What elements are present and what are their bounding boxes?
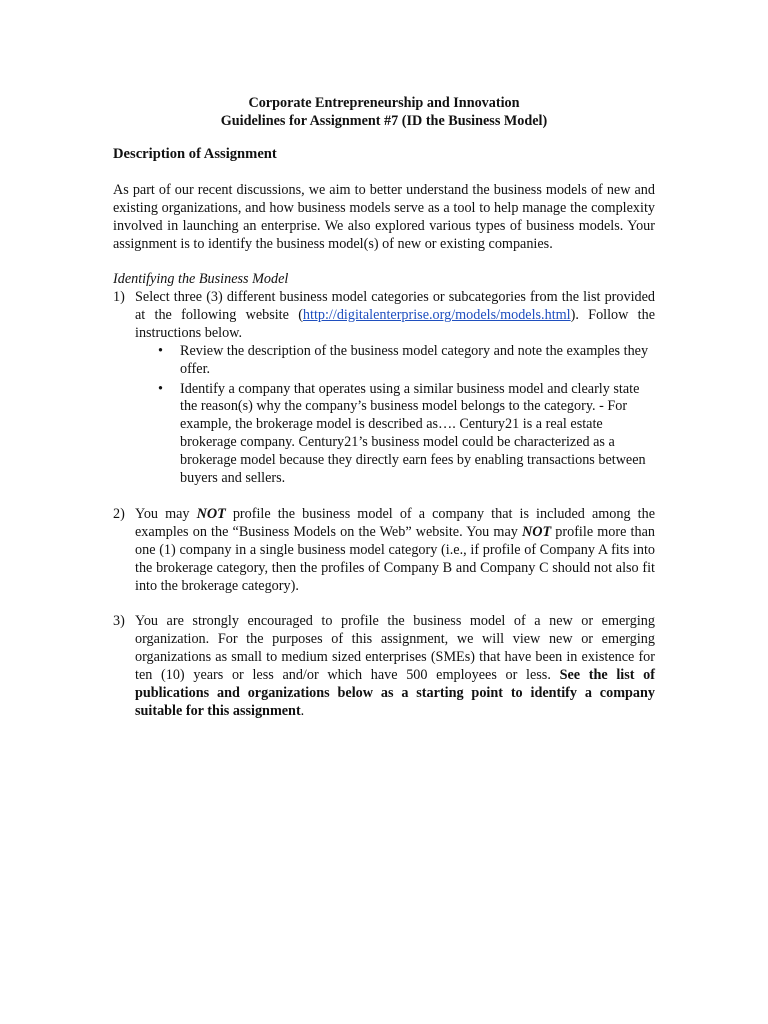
instruction-item-1 [113,289,655,488]
item-text: You are strongly encouraged to profile the business model of a new or emerging organization. For the purposes of this assignment, we will view new or emerging organizations as small to medium sized enterprises (SMEs) that have been in existence for ten (10) years or less and/or which have 500 employees or less. [135,613,655,683]
bullet-text: Identify a company that operates using a similar business model and clearly state the reason(s) why the company’s business model belongs to the category. - For example, the brokerage model is described as…. Century21 is a real estate brokerage company. Century21’s business model could be characterized as a brokerage model because they directly earn fees by enabling transactions between buyers and sellers. [180,380,646,487]
emphasis-text: See the list of publications and organizations below as a starting point to identify a company suitable for this assignment [135,666,655,719]
item-number: 1) [113,289,125,305]
item-text: profile the business model of a company that is included among the examples on the “Business Models on the Web” website. You may [135,506,655,540]
item-text: Select three (3) different business model categories or subcategories from the list provided at the following website ( [135,289,655,323]
item-text: You may [135,506,197,522]
course-title: Corporate Entrepreneurship and Innovation [248,95,520,111]
bullet-icon: • [158,380,163,397]
bullet-text: Review the description of the business model category and note the examples they offer. [180,342,649,377]
item-number: 2) [113,506,125,522]
assignment-title: Guidelines for Assignment #7 (ID the Business Model) [220,113,548,129]
list-item [135,343,655,379]
instruction-item-2 [113,506,655,596]
intro-paragraph: As part of our recent discussions, we aim to better understand the business models of new and existing organizations, and how business models serve as a tool to help manage the complexity involved in launching an enterprise. We also explored various types of business models. Your assignment is to identify the business model(s) of new or existing companies. [113,182,655,252]
emphasis-not: NOT [196,506,226,522]
item-text: ). Follow the instructions below. [135,306,655,341]
item-number: 3) [113,613,125,629]
section-heading: Description of Assignment [113,146,277,162]
subheading: Identifying the Business Model [113,271,289,287]
bullet-list [135,343,655,488]
instruction-item-3 [113,613,655,720]
item-text: . [300,702,305,719]
bullet-icon: • [158,342,163,359]
models-link[interactable]: http://digitalenterprise.org/models/models.html [302,306,571,323]
document-title [0,94,768,130]
list-item [135,381,655,488]
emphasis-not: NOT [521,523,552,540]
item-text: profile more than one (1) company in a single business model category (i.e., if profile of Company A fits into the brokerage category, then the profiles of Company B and Company C should not also fit into the brokerage category). [135,523,655,594]
